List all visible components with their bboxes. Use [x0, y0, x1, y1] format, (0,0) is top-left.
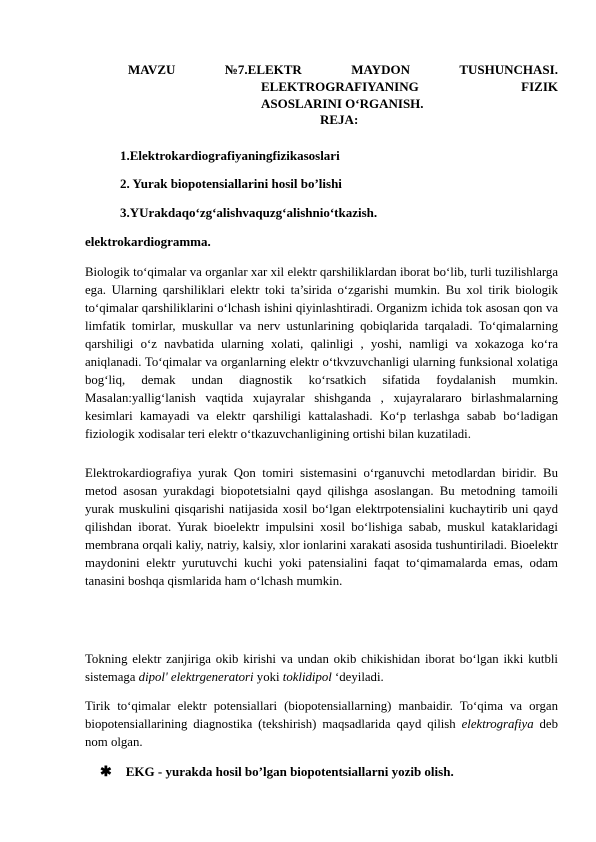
asterisk-icon: ✱: [100, 765, 112, 780]
topic-title: [128, 61, 558, 111]
paragraph-biopotentials: [85, 697, 558, 751]
title-word: ELEKTROGRAFIYANING: [261, 79, 419, 94]
paragraph-tissue-resistance: Biologik to‘qimalar va organlar xar xil elektr qarshiliklardan iborat bo‘lib, turli tuzilishlarga ega. Ularning qarshiliklari elektr toki ta’sirida o‘zgarishi mumkin. Bu xol tirik biologik to‘qimalar qarshiliklarini o‘lchash ishini qiyinlashtiradi. Organizm ichida tok asosan qon va limfatik tomirlar, muskullar va nerv ustunlarining qobiqlarida tarqaladi. To‘qimalarning qarshiligi o‘z navbatida ularning xolati, qalinligi , yoshi, namligi va xokazoga ko‘ra aniqlanadi. To‘qimalar va organlarning elektr o‘tkvzuvchanligi ularning funksional xolatiga bog‘liq, demak undan diagnostik ko‘rsatkich sifatida foydalanish mumkin. Masalan:yallig‘lanish vaqtida xujayralar shishganda , xujayralararo birlashmalarning kesimlari kamayadi va elektr qarshiligi kattalashadi. Ko‘p terlashga sabab bo‘ladigan fiziologik xodisalar teri elektr o‘tkazuvchanligining ortishi bilan kuzatiladi.: [85, 265, 558, 441]
plan-item-1: 1.Elektrokardiografiyaningfizikasoslari: [120, 148, 340, 163]
title-line-3: ASOSLARINI O‘RGANISH.: [261, 96, 424, 111]
paragraph-text: Tokning elektr zanjiriga okib kirishi va undan okib chikishidan iborat bo‘lgan ikki kutbli sistemaga: [85, 652, 558, 684]
title-word: MAYDON: [351, 62, 410, 77]
plan-item-2: 2. Yurak biopotensiallarini hosil bo’lishi: [120, 176, 342, 191]
title-word: TUSHUNCHASI.: [459, 62, 558, 77]
title-word: MAVZU: [128, 62, 176, 77]
paragraph-electrocardiography: Elektrokardiografiya yurak Qon tomiri sistemasini o‘rganuvchi metodlardan biridir. Bu metod asosan yurakdagi biopotetsialni qayd qilishga asoslangan. Bu metodning tamoili yurak muskulini qisqarishi natijasida xosil bo‘lgan elektrpotensialini kuchaytirib uni qayd qilishdan iborat. Yurak bioelektr impulsini xosil bo‘lishiga sabab, muskul kataklaridagi membrana orqali kaliy, natriy, kalsiy, xlor ionlarini xarakati asosida tushuntiriladi. Bioelektr maydonini elektr yurutuvchi kuchi yoki patensialini faqat to‘qimamalarda emas, odam tanasini boshqa qismlarida ham o‘lchash mumkin.: [85, 466, 558, 588]
italic-term: dipol' elektrgeneratori: [138, 670, 254, 684]
plan-heading: REJA:: [320, 112, 359, 127]
paragraph-text: yoki: [253, 670, 283, 684]
title-line-1: [128, 61, 558, 78]
paragraph-text: deb nom olgan.: [85, 717, 559, 749]
bullet-text: EKG - yurakda hosil bo’lgan biopotentsiallarni yozib olish.: [125, 764, 454, 779]
italic-term: toklidipol: [282, 670, 332, 684]
paragraph-text: ‘deyiladi.: [331, 670, 384, 684]
paragraph-dipole: [85, 650, 558, 686]
keyword-label: elektrokardiogramma.: [85, 234, 211, 249]
title-word: FIZIK: [521, 79, 558, 94]
bullet-item: [100, 764, 454, 781]
italic-term: elektrografiya: [461, 717, 534, 731]
title-line-2: [261, 78, 558, 95]
plan-item-3: 3.YUrakdaqo‘zg‘alishvaquzg‘alishnio‘tkazish.: [120, 205, 378, 220]
paragraph-text: Tirik to‘qimalar elektr potensiallari (biopotensiallarning) manbaidir. To‘qima va organ biopotensiallarining diagnostika (tekshirish) maqsadlarida qayd qilish: [85, 699, 558, 731]
title-word: №7.ELEKTR: [224, 62, 302, 77]
